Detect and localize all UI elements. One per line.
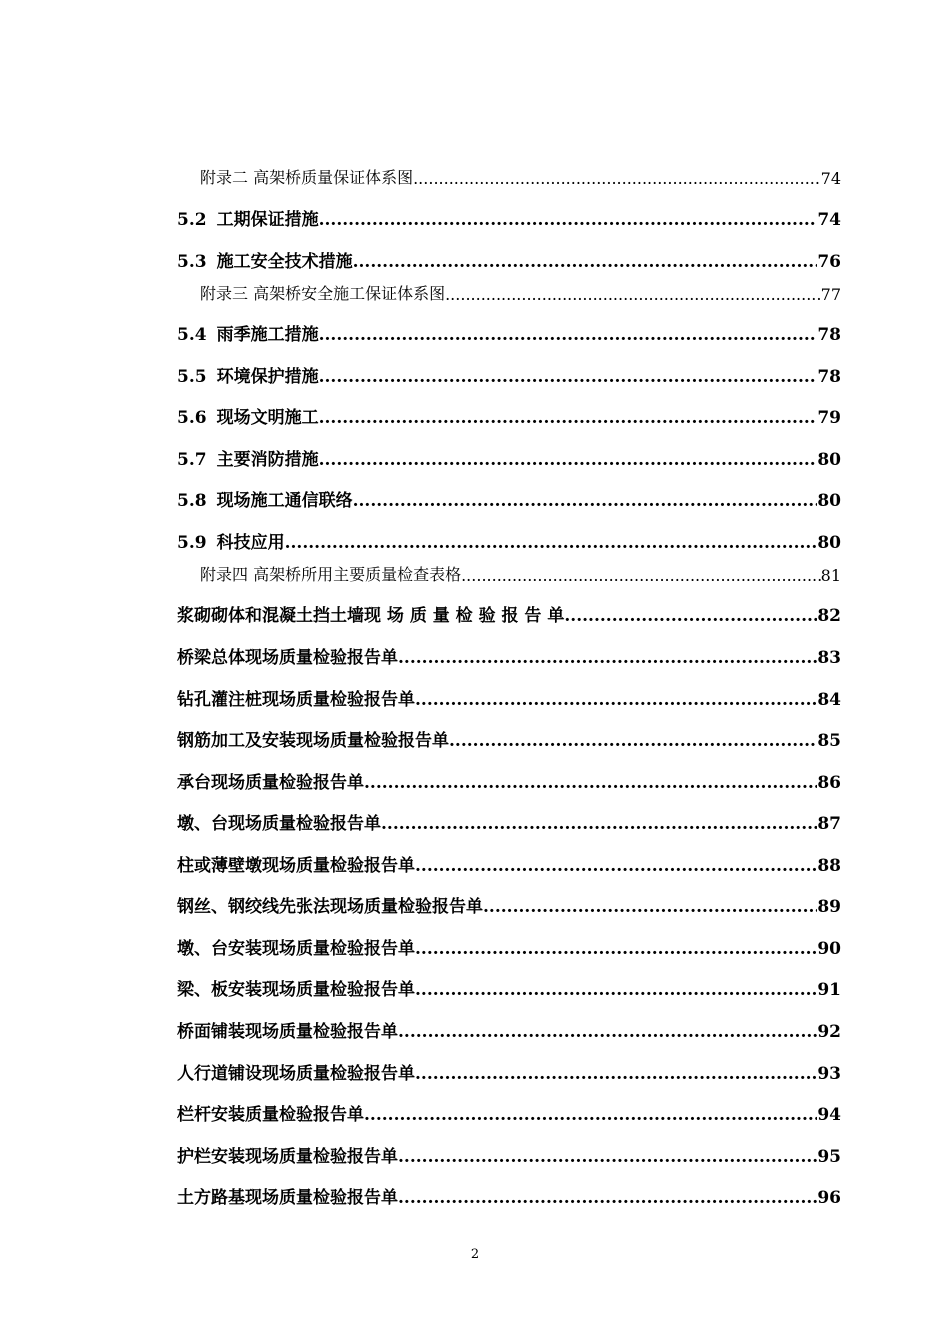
toc-dot-leader bbox=[398, 1188, 817, 1208]
toc-entry-page: 95 bbox=[817, 1147, 841, 1167]
toc-entry-page: 84 bbox=[817, 690, 841, 710]
toc-entry[interactable] bbox=[177, 976, 841, 1000]
toc-entry-page: 85 bbox=[817, 731, 841, 751]
toc-entry-title: 施工安全技术措施 bbox=[216, 252, 353, 272]
toc-entry-title: 主要消防措施 bbox=[216, 450, 319, 470]
toc-dot-leader bbox=[445, 285, 821, 304]
toc-entry-page: 86 bbox=[817, 773, 841, 793]
toc-entry[interactable] bbox=[177, 529, 841, 553]
toc-entry-number: 5.3 bbox=[177, 252, 207, 272]
toc-entry-title: 土方路基现场质量检验报告单 bbox=[177, 1188, 398, 1208]
toc-entry-title: 人行道铺设现场质量检验报告单 bbox=[177, 1064, 415, 1084]
toc-entry[interactable] bbox=[177, 602, 841, 626]
toc-dot-leader bbox=[415, 939, 817, 959]
toc-dot-leader bbox=[449, 731, 817, 751]
toc-entry[interactable] bbox=[177, 1184, 841, 1208]
toc-entry-page: 80 bbox=[817, 450, 841, 470]
toc-entry[interactable] bbox=[177, 852, 841, 876]
toc-entry[interactable] bbox=[177, 1018, 841, 1042]
toc-entry-number: 5.6 bbox=[177, 408, 207, 428]
toc-entry-page: 80 bbox=[817, 491, 841, 511]
toc-entry-title: 浆砌砌体和混凝土挡土墙现 场 质 量 检 验 报 告 单 bbox=[177, 606, 565, 626]
toc-entry[interactable] bbox=[177, 206, 841, 230]
toc-entry-title: 工期保证措施 bbox=[216, 210, 319, 230]
toc-dot-leader bbox=[398, 1022, 817, 1042]
toc-entry-page: 94 bbox=[817, 1105, 841, 1125]
toc-entry-page: 74 bbox=[820, 169, 841, 188]
toc-entry-title: 现场施工通信联络 bbox=[216, 491, 353, 511]
toc-entry-title: 柱或薄壁墩现场质量检验报告单 bbox=[177, 856, 415, 876]
toc-entry-title: 环境保护措施 bbox=[216, 367, 319, 387]
toc-entry-title: 附录二 高架桥质量保证体系图 bbox=[200, 168, 414, 187]
toc-dot-leader bbox=[381, 814, 817, 834]
toc-entry[interactable] bbox=[177, 1101, 841, 1125]
toc-entry[interactable] bbox=[200, 561, 841, 585]
toc-dot-leader bbox=[319, 408, 818, 428]
toc-dot-leader bbox=[461, 566, 821, 585]
toc-entry[interactable] bbox=[177, 404, 841, 428]
toc-entry-title: 墩、台现场质量检验报告单 bbox=[177, 814, 381, 834]
toc-entry-title: 附录四 高架桥所用主要质量检查表格 bbox=[200, 565, 462, 584]
toc-entry-page: 92 bbox=[817, 1022, 841, 1042]
toc-entry-page: 91 bbox=[817, 980, 841, 1000]
toc-entry[interactable] bbox=[177, 769, 841, 793]
toc-dot-leader bbox=[353, 491, 818, 511]
toc-entry-title: 栏杆安装质量检验报告单 bbox=[177, 1105, 364, 1125]
toc-entry-page: 79 bbox=[817, 408, 841, 428]
toc-entry-page: 83 bbox=[817, 648, 841, 668]
toc-dot-leader bbox=[415, 980, 817, 1000]
toc-entry-title: 附录三 高架桥安全施工保证体系图 bbox=[200, 284, 446, 303]
toc-entry[interactable] bbox=[177, 321, 841, 345]
toc-entry[interactable] bbox=[177, 1060, 841, 1084]
toc-entry-title: 护栏安装现场质量检验报告单 bbox=[177, 1147, 398, 1167]
toc-dot-leader bbox=[415, 690, 817, 710]
toc-entry-page: 89 bbox=[817, 897, 841, 917]
toc-entry[interactable] bbox=[177, 248, 841, 272]
toc-entry-title: 雨季施工措施 bbox=[216, 325, 319, 345]
toc-dot-leader bbox=[353, 252, 818, 272]
toc-entry-page: 81 bbox=[820, 566, 841, 585]
toc-dot-leader bbox=[398, 648, 817, 668]
toc-dot-leader bbox=[364, 1105, 817, 1125]
toc-entry[interactable] bbox=[177, 727, 841, 751]
toc-entry-number: 5.5 bbox=[177, 367, 207, 387]
toc-dot-leader bbox=[398, 1147, 817, 1167]
toc-entry-title: 科技应用 bbox=[216, 533, 285, 553]
toc-entry-title: 梁、板安装现场质量检验报告单 bbox=[177, 980, 415, 1000]
toc-entry-page: 76 bbox=[817, 252, 841, 272]
toc-entry-title: 钻孔灌注桩现场质量检验报告单 bbox=[177, 690, 415, 710]
toc-entry-title: 桥面铺装现场质量检验报告单 bbox=[177, 1022, 398, 1042]
toc-entry[interactable] bbox=[177, 686, 841, 710]
toc-entry[interactable] bbox=[177, 446, 841, 470]
toc-dot-leader bbox=[415, 856, 817, 876]
toc-entry-number: 5.4 bbox=[177, 325, 207, 345]
toc-entry[interactable] bbox=[177, 487, 841, 511]
toc-entry-number: 5.8 bbox=[177, 491, 207, 511]
toc-entry-page: 88 bbox=[817, 856, 841, 876]
toc-entry[interactable] bbox=[200, 164, 841, 188]
toc-entry-number: 5.7 bbox=[177, 450, 207, 470]
toc-entry-page: 78 bbox=[817, 325, 841, 345]
toc-dot-leader bbox=[319, 450, 818, 470]
toc-entry-page: 87 bbox=[817, 814, 841, 834]
toc-entry-number: 5.2 bbox=[177, 210, 207, 230]
toc-entry[interactable] bbox=[177, 363, 841, 387]
toc-entry[interactable] bbox=[177, 1143, 841, 1167]
toc-entry-page: 80 bbox=[817, 533, 841, 553]
toc-entry-page: 90 bbox=[817, 939, 841, 959]
toc-entry-title: 钢丝、钢绞线先张法现场质量检验报告单 bbox=[177, 897, 483, 917]
page-number: 2 bbox=[470, 1247, 480, 1262]
toc-dot-leader bbox=[415, 1064, 817, 1084]
toc-entry-title: 现场文明施工 bbox=[216, 408, 319, 428]
toc-dot-leader bbox=[564, 606, 817, 626]
toc-entry-number: 5.9 bbox=[177, 533, 207, 553]
toc-entry[interactable] bbox=[177, 810, 841, 834]
toc-entry-page: 74 bbox=[817, 210, 841, 230]
toc-entry-title: 钢筋加工及安装现场质量检验报告单 bbox=[177, 731, 449, 751]
toc-entry-page: 77 bbox=[820, 285, 841, 304]
toc-entry-page: 78 bbox=[817, 367, 841, 387]
toc-dot-leader bbox=[483, 897, 817, 917]
toc-entry-title: 桥梁总体现场质量检验报告单 bbox=[177, 648, 398, 668]
toc-dot-leader bbox=[364, 773, 817, 793]
toc-dot-leader bbox=[319, 210, 818, 230]
toc-dot-leader bbox=[319, 325, 818, 345]
toc-entry[interactable] bbox=[200, 280, 841, 304]
toc-entry[interactable] bbox=[177, 935, 841, 959]
toc-entry-page: 82 bbox=[817, 606, 841, 626]
toc-dot-leader bbox=[285, 533, 818, 553]
toc-entry-page: 93 bbox=[817, 1064, 841, 1084]
toc-entry-title: 墩、台安装现场质量检验报告单 bbox=[177, 939, 415, 959]
toc-entry-page: 96 bbox=[817, 1188, 841, 1208]
toc-dot-leader bbox=[413, 169, 821, 188]
toc-entry[interactable] bbox=[177, 644, 841, 668]
toc-dot-leader bbox=[319, 367, 818, 387]
toc-entry-title: 承台现场质量检验报告单 bbox=[177, 773, 364, 793]
toc-entry[interactable] bbox=[177, 893, 841, 917]
